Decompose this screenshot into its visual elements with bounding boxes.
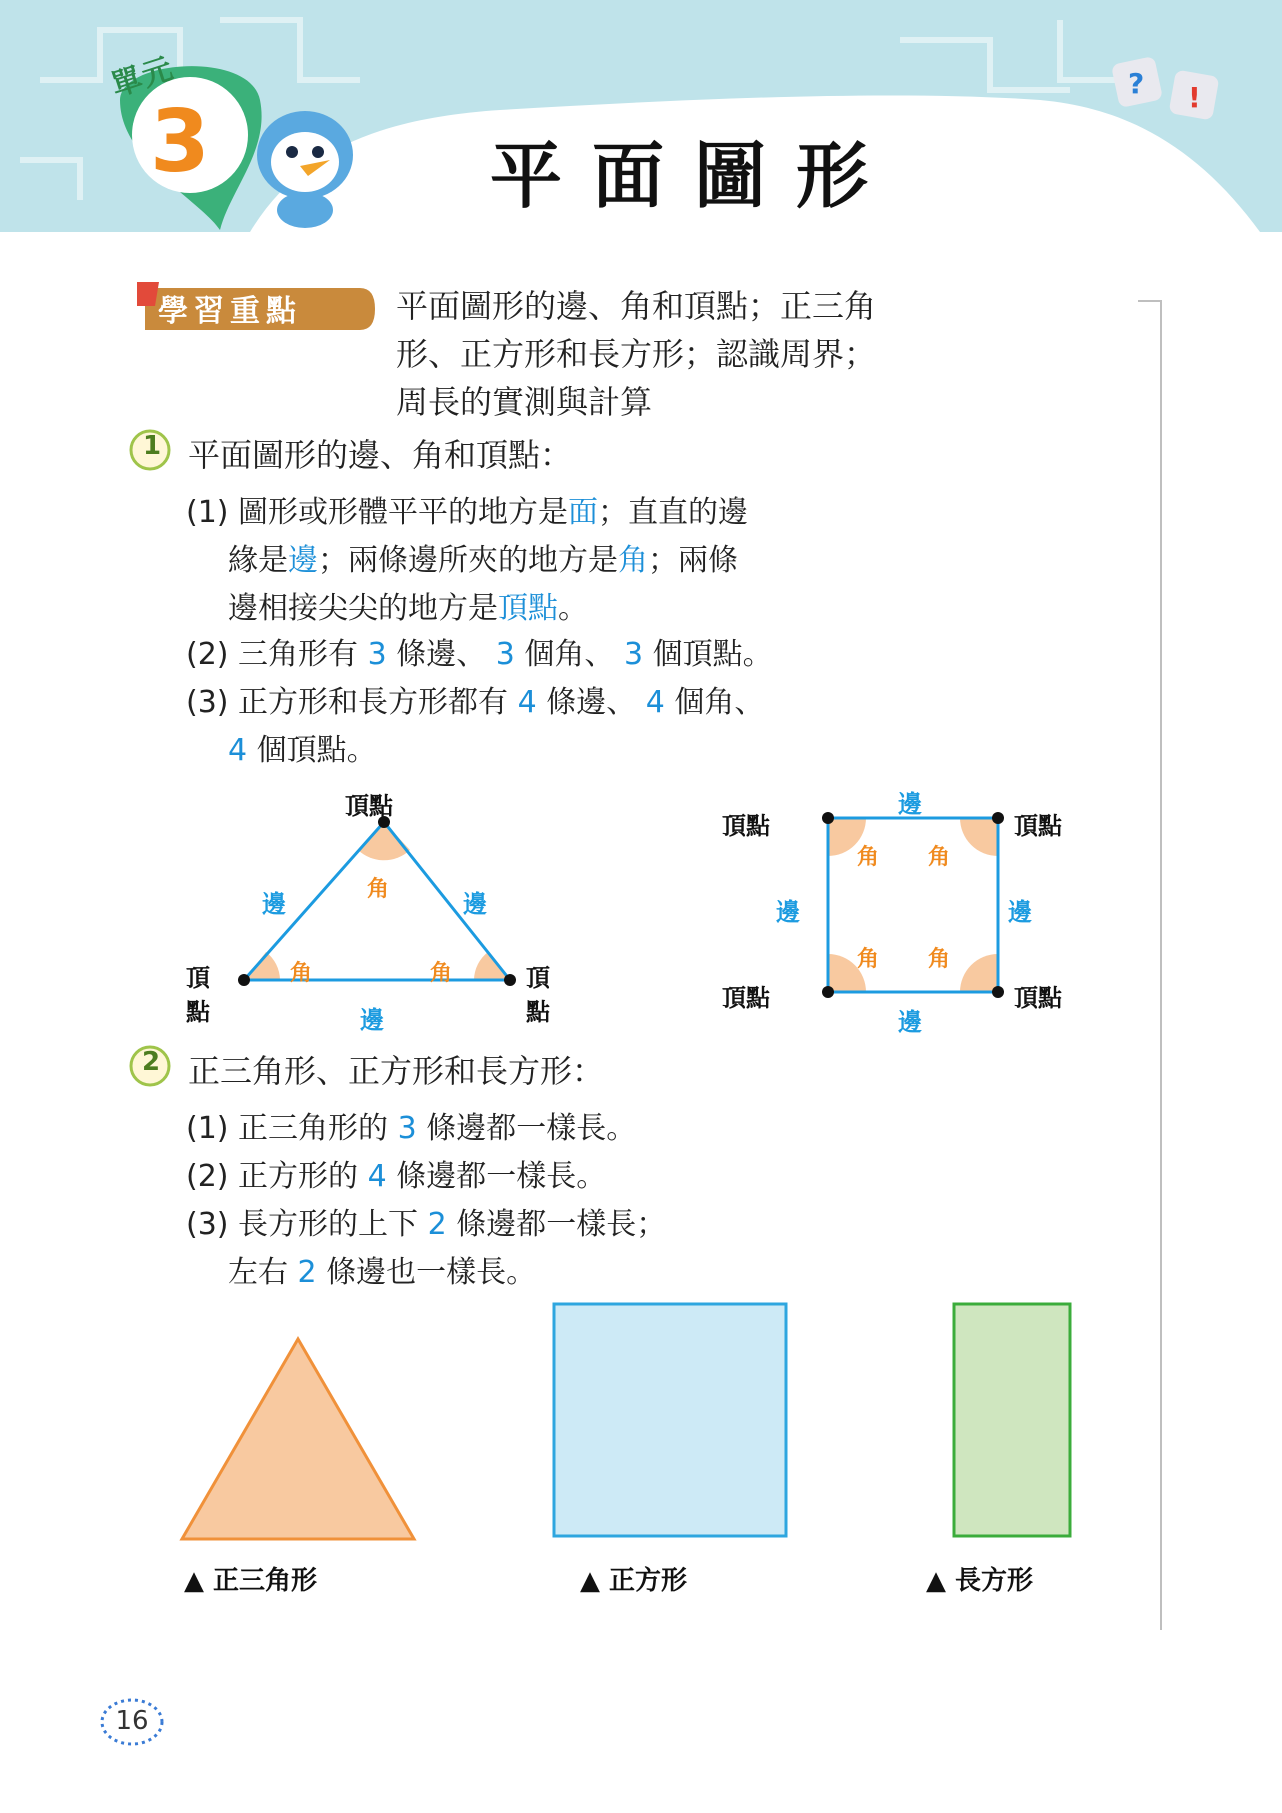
square-angle-label: 角 xyxy=(857,947,880,972)
key-points-text xyxy=(396,282,1126,426)
square-angle-label: 角 xyxy=(928,845,951,870)
number: 4 xyxy=(517,685,537,720)
term: 角 xyxy=(618,543,648,578)
section1-heading: 平面圖形的邊、角和頂點： xyxy=(188,436,573,474)
number: 2 xyxy=(297,1255,317,1290)
square-angle-label: 角 xyxy=(928,947,951,972)
text: 條邊都一樣長。 xyxy=(396,1159,607,1194)
square-side-label: 邊 xyxy=(898,790,922,818)
triangle-angle-label: 角 xyxy=(367,877,390,902)
page-title: 平面圖形 xyxy=(490,134,899,218)
section-number-1: 1 xyxy=(143,431,162,461)
square-vertex-label: 頂點 xyxy=(722,984,770,1012)
page-number: 16 xyxy=(115,1706,149,1736)
square-vertex-label: 頂點 xyxy=(1014,812,1062,840)
term: 面 xyxy=(568,495,599,530)
svg-text:!: ! xyxy=(1188,81,1201,114)
margin-rule xyxy=(1160,300,1162,1630)
square-diagram xyxy=(800,800,1030,1010)
triangle-vertex-left-label-1: 頂 xyxy=(186,964,210,992)
text: (1) 圖形或形體平平的地方是 xyxy=(186,495,569,530)
text: (1) 正三角形的 xyxy=(186,1111,389,1146)
text: 個頂點。 xyxy=(652,637,773,672)
text: 個角、 xyxy=(674,685,765,720)
section1-item2 xyxy=(186,632,1146,678)
section2-item2 xyxy=(186,1154,1146,1200)
square-caption: ▲ 正方形 xyxy=(580,1566,688,1596)
text: 條邊都一樣長； xyxy=(456,1207,667,1242)
square-side-label: 邊 xyxy=(776,898,800,926)
triangle-vertex-right-label-1: 頂 xyxy=(526,964,550,992)
text: ；兩條邊所夾的地方是 xyxy=(318,543,618,578)
square-vertex-label: 頂點 xyxy=(1014,984,1062,1012)
triangle-side-label: 邊 xyxy=(262,890,286,918)
triangle-side-label: 邊 xyxy=(360,1006,384,1034)
term: 頂點 xyxy=(498,591,558,626)
text: 條邊、 xyxy=(546,685,637,720)
number: 2 xyxy=(427,1207,447,1242)
triangle-vertex-label: 頂點 xyxy=(345,792,393,820)
square-vertex-label: 頂點 xyxy=(722,812,770,840)
number: 3 xyxy=(367,637,387,672)
key-points-label: 學習重點 xyxy=(158,294,302,329)
text: 條邊都一樣長。 xyxy=(426,1111,637,1146)
text: (2) 三角形有 xyxy=(186,637,359,672)
number: 4 xyxy=(367,1159,387,1194)
equilateral-triangle-shape xyxy=(178,1335,418,1545)
dice-decoration-icon xyxy=(1110,55,1230,125)
triangle-caption: ▲ 正三角形 xyxy=(184,1566,318,1596)
text: ；兩條 xyxy=(648,543,738,578)
number: 4 xyxy=(228,733,248,768)
text: 條邊也一樣長。 xyxy=(326,1255,537,1290)
section2-item3 xyxy=(186,1202,1146,1296)
text: (3) 長方形的上下 xyxy=(186,1207,419,1242)
square-shape xyxy=(552,1302,788,1538)
text: 個頂點。 xyxy=(256,733,377,768)
text: (2) 正方形的 xyxy=(186,1159,359,1194)
svg-text:?: ? xyxy=(1128,67,1145,100)
triangle-side-label: 邊 xyxy=(463,890,487,918)
triangle-vertex-left-label-2: 點 xyxy=(186,998,210,1026)
triangle-vertex-right-label-2: 點 xyxy=(526,998,550,1026)
number: 3 xyxy=(495,637,515,672)
penguin-mascot-icon xyxy=(250,100,360,230)
key-points-line: 形、正方形和長方形；認識周界； xyxy=(396,335,877,373)
text: 。 xyxy=(558,591,588,626)
key-points-line: 平面圖形的邊、角和頂點；正三角 xyxy=(396,287,877,325)
triangle-angle-label: 角 xyxy=(290,961,313,986)
triangle-angle-label: 角 xyxy=(430,961,453,986)
square-side-label: 邊 xyxy=(1008,898,1032,926)
text: (3) 正方形和長方形都有 xyxy=(186,685,509,720)
text: 緣是 xyxy=(228,543,288,578)
section2-item1 xyxy=(186,1106,1146,1152)
text: 左右 xyxy=(228,1255,288,1290)
text: 條邊、 xyxy=(396,637,487,672)
margin-rule-top xyxy=(1138,300,1162,302)
text: ；直直的邊 xyxy=(598,495,749,530)
number: 4 xyxy=(645,685,665,720)
rectangle-shape xyxy=(952,1302,1072,1538)
section1-item1 xyxy=(186,490,1146,632)
section1-item3 xyxy=(186,680,1146,774)
section2-heading: 正三角形、正方形和長方形： xyxy=(188,1052,605,1090)
square-angle-label: 角 xyxy=(857,845,880,870)
square-side-label: 邊 xyxy=(898,1008,922,1036)
number: 3 xyxy=(623,637,644,672)
number: 3 xyxy=(397,1111,417,1146)
section-number-2: 2 xyxy=(142,1047,161,1077)
rectangle-caption: ▲ 長方形 xyxy=(926,1566,1034,1596)
unit-label: 單元 xyxy=(107,50,179,104)
text: 個角、 xyxy=(524,637,615,672)
key-points-line: 周長的實測與計算 xyxy=(396,383,653,421)
text: 邊相接尖尖的地方是 xyxy=(228,591,498,626)
term: 邊 xyxy=(288,543,318,578)
unit-number: 3 xyxy=(150,92,210,192)
